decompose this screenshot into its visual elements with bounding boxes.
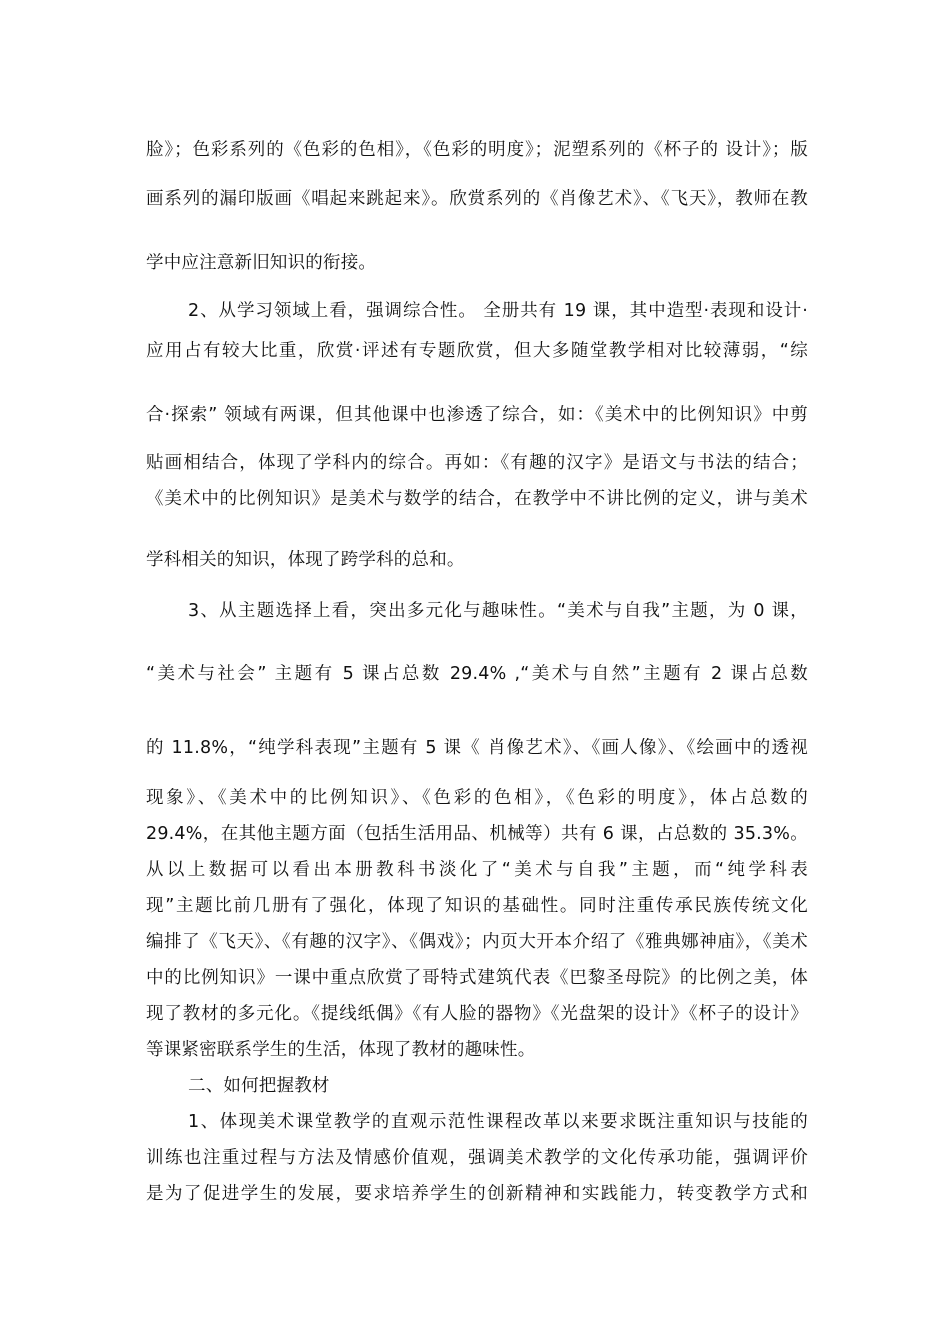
text-line: 是为了促进学生的发展，要求培养学生的创新精神和实践能力，转变教学方式和 [146,1184,808,1204]
text-line: 中的比例知识》一课中重点欣赏了哥特式建筑代表《巴黎圣母院》的比例之美，体 [146,968,808,988]
text-line: 从以上数据可以看出本册教科书淡化了“美术与自我”主题，而“纯学科表 [146,860,808,880]
text-line: 现象》、《美术中的比例知识》、《色彩的色相》，《色彩的明度》，体占总数的 [146,788,808,808]
text-line: 贴画相结合，体现了学科内的综合。再如：《有趣的汉字》是语文与书法的结合； [146,453,808,473]
text-line: 1、体现美术课堂教学的直观示范性课程改革以来要求既注重知识与技能的 [188,1112,808,1132]
text-line: 等课紧密联系学生的生活，体现了教材的趣味性。 [146,1040,536,1060]
text-line: 脸》；色彩系列的《色彩的色相》，《色彩的明度》；泥塑系列的《杯子的 设计》；版 [146,140,808,160]
text-line: 合·探索” 领域有两课，但其他课中也渗透了综合，如：《美术中的比例知识》中剪 [146,405,808,425]
text-line: 画系列的漏印版画《唱起来跳起来》。欣赏系列的《肖像艺术》、《飞天》，教师在教 [146,189,808,209]
text-line: 现”主题比前几册有了强化，体现了知识的基础性。同时注重传承民族传统文化 [146,896,808,916]
section-heading: 二、如何把握教材 [188,1076,330,1096]
text-line: 编排了《飞天》、《有趣的汉字》、《偶戏》；内页大开本介绍了《雅典娜神庙》，《美术 [146,932,808,952]
text-line: 29.4%，在其他主题方面（包括生活用品、机械等）共有 6 课，占总数的 35.3%。 [146,824,808,844]
text-line: 现了教材的多元化。《提线纸偶》《有人脸的器物》《光盘架的设计》《杯子的设计》 [146,1004,808,1024]
text-line: 学中应注意新旧知识的衔接。 [146,253,377,273]
text-line: 2、从学习领域上看，强调综合性。 全册共有 19 课，其中造型·表现和设计· [188,301,808,321]
text-line: “美术与社会” 主题有 5 课占总数 29.4% ,“美术与自然”主题有 2 课占总数 [146,664,808,684]
text-line: 训练也注重过程与方法及情感价值观，强调美术教学的文化传承功能，强调评价 [146,1148,808,1168]
text-line: 《美术中的比例知识》是美术与数学的结合，在教学中不讲比例的定义，讲与美术 [146,489,808,509]
text-line: 的 11.8%，“纯学科表现”主题有 5 课《 肖像艺术》、《画人像》、《绘画中的透视 [146,738,808,758]
text-line: 3、从主题选择上看，突出多元化与趣味性。“美术与自我”主题，为 0 课， [188,601,808,621]
text-line: 应用占有较大比重，欣赏·评述有专题欣赏，但大多随堂教学相对比较薄弱，“综 [146,341,808,361]
text-line: 学科相关的知识，体现了跨学科的总和。 [146,550,465,570]
